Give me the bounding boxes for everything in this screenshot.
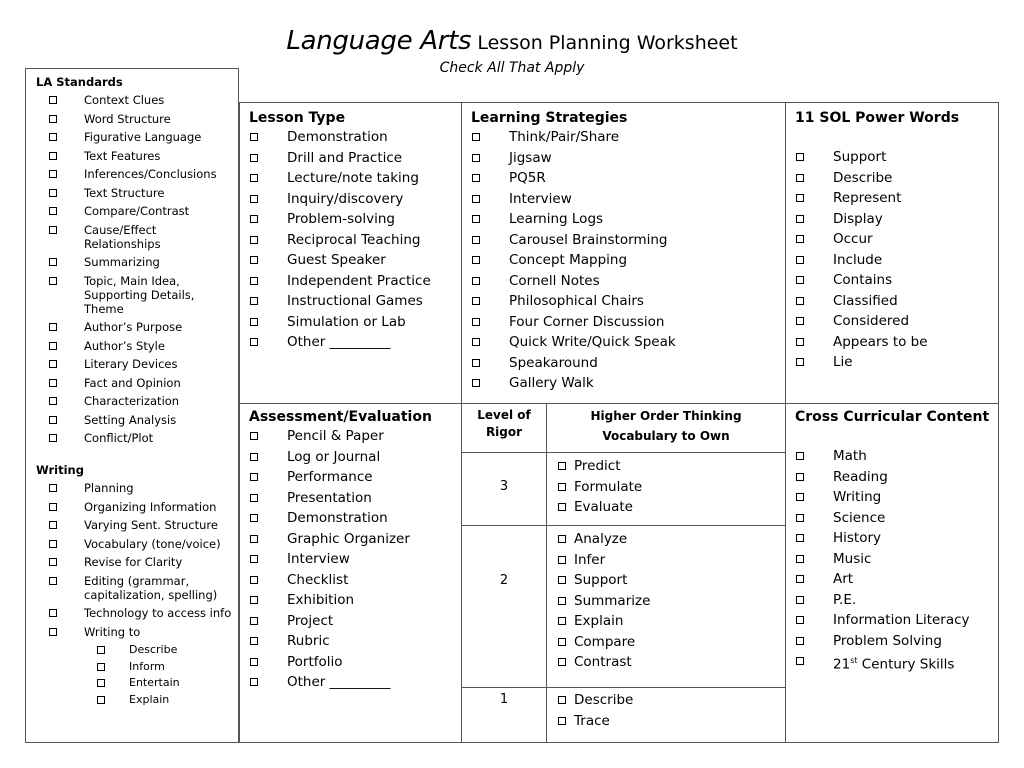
writing-item[interactable]: Revise for Clarity <box>36 555 238 569</box>
checkbox-icon[interactable] <box>49 379 57 387</box>
checkbox-icon[interactable] <box>49 323 57 331</box>
power-word-item[interactable]: Considered <box>795 311 995 332</box>
checkbox-icon[interactable] <box>796 256 804 264</box>
checkbox-icon[interactable] <box>49 577 57 585</box>
lesson-type-item[interactable]: Reciprocal Teaching <box>249 230 454 251</box>
checkbox-icon[interactable] <box>250 154 258 162</box>
hot-word-item[interactable]: Support <box>557 570 777 591</box>
writing-heading: Writing <box>36 463 84 477</box>
la-standard-item[interactable]: Inferences/Conclusions <box>36 167 238 181</box>
title-rest: Lesson Planning Worksheet <box>477 32 738 54</box>
checkbox-icon[interactable] <box>796 493 804 501</box>
checkbox-icon[interactable] <box>558 658 566 666</box>
rigor-3-words <box>557 456 777 518</box>
checkbox-icon[interactable] <box>558 483 566 491</box>
writing-item[interactable]: Editing (grammar, capitalization, spelling) <box>36 574 234 602</box>
assessment-item[interactable]: Checklist <box>249 570 454 591</box>
lesson-type-heading: Lesson Type <box>249 110 346 126</box>
rigor-level-2: 2 <box>499 573 509 588</box>
writing-item[interactable]: Technology to access info <box>36 606 238 620</box>
curricular-item[interactable]: Reading <box>795 467 995 488</box>
writing-item[interactable]: Writing to <box>36 625 238 639</box>
la-standard-item[interactable]: Context Clues <box>36 93 238 107</box>
assessment-item[interactable]: Other _________ <box>249 672 454 693</box>
curricular-item[interactable]: Music <box>795 549 995 570</box>
checkbox-icon[interactable] <box>49 521 57 529</box>
checkbox-icon[interactable] <box>558 556 566 564</box>
writing-item[interactable]: Varying Sent. Structure <box>36 518 238 532</box>
power-word-item[interactable]: Appears to be <box>795 332 995 353</box>
checkbox-icon[interactable] <box>49 258 57 266</box>
checkbox-icon[interactable] <box>558 717 566 725</box>
checkbox-icon[interactable] <box>472 379 480 387</box>
grid-divider <box>461 525 786 526</box>
la-standards-heading: LA Standards <box>36 75 123 89</box>
hot-word-item[interactable]: Predict <box>557 456 777 477</box>
checkbox-icon[interactable] <box>796 297 804 305</box>
checkbox-icon[interactable] <box>796 596 804 604</box>
checkbox-icon[interactable] <box>250 215 258 223</box>
lesson-type-item[interactable]: Lecture/note taking <box>249 168 454 189</box>
la-standard-item[interactable]: Word Structure <box>36 112 238 126</box>
checkbox-icon[interactable] <box>796 235 804 243</box>
checkbox-icon[interactable] <box>796 616 804 624</box>
strategy-item[interactable]: Speakaround <box>471 353 776 374</box>
checkbox-icon[interactable] <box>49 540 57 548</box>
writing-sub-item[interactable]: Entertain <box>36 676 238 689</box>
checkbox-icon[interactable] <box>796 452 804 460</box>
la-standard-item[interactable]: Conflict/Plot <box>36 431 238 445</box>
power-word-item[interactable]: Include <box>795 250 995 271</box>
lesson-type-item[interactable]: Problem-solving <box>249 209 454 230</box>
checkbox-icon[interactable] <box>796 555 804 563</box>
checkbox-icon[interactable] <box>796 575 804 583</box>
strategy-item[interactable]: Gallery Walk <box>471 373 776 394</box>
power-word-item[interactable]: Contains <box>795 270 995 291</box>
checkbox-icon[interactable] <box>250 576 258 584</box>
checkbox-icon[interactable] <box>49 397 57 405</box>
strategy-item[interactable]: Carousel Brainstorming <box>471 230 776 251</box>
lesson-type-item[interactable]: Instructional Games <box>249 291 454 312</box>
checkbox-icon[interactable] <box>796 317 804 325</box>
hot-word-item[interactable]: Analyze <box>557 529 777 550</box>
la-standard-item[interactable]: Fact and Opinion <box>36 376 238 390</box>
checkbox-icon[interactable] <box>250 453 258 461</box>
la-standard-item[interactable]: Characterization <box>36 394 238 408</box>
checkbox-icon[interactable] <box>472 359 480 367</box>
checkbox-icon[interactable] <box>558 503 566 511</box>
checkbox-icon[interactable] <box>49 170 57 178</box>
assessment-cell <box>249 408 454 693</box>
checkbox-icon[interactable] <box>49 416 57 424</box>
checkbox-icon[interactable] <box>250 318 258 326</box>
checkbox-icon[interactable] <box>796 637 804 645</box>
power-word-item[interactable]: Support <box>795 147 995 168</box>
curricular-item[interactable]: Information Literacy <box>795 610 995 631</box>
checkbox-icon[interactable] <box>250 236 258 244</box>
checkbox-icon[interactable] <box>250 195 258 203</box>
checkbox-icon[interactable] <box>49 115 57 123</box>
assessment-item[interactable]: Performance <box>249 467 454 488</box>
cross-curricular-cell <box>795 408 995 675</box>
checkbox-icon[interactable] <box>49 342 57 350</box>
checkbox-icon[interactable] <box>796 215 804 223</box>
learning-strategies-cell <box>471 109 776 394</box>
hot-word-item[interactable]: Compare <box>557 632 777 653</box>
strategy-item[interactable]: Concept Mapping <box>471 250 776 271</box>
checkbox-icon[interactable] <box>250 596 258 604</box>
checkbox-icon[interactable] <box>472 174 480 182</box>
strategy-item[interactable]: Interview <box>471 189 776 210</box>
assessment-item[interactable]: Portfolio <box>249 652 454 673</box>
checkbox-icon[interactable] <box>49 96 57 104</box>
strategy-item[interactable]: Learning Logs <box>471 209 776 230</box>
checkbox-icon[interactable] <box>472 133 480 141</box>
checkbox-icon[interactable] <box>250 637 258 645</box>
hot-word-item[interactable]: Infer <box>557 550 777 571</box>
checkbox-icon[interactable] <box>250 535 258 543</box>
power-word-item[interactable]: Classified <box>795 291 995 312</box>
assessment-item[interactable]: Graphic Organizer <box>249 529 454 550</box>
strategy-item[interactable]: Cornell Notes <box>471 271 776 292</box>
checkbox-icon[interactable] <box>49 207 57 215</box>
strategy-item[interactable]: Philosophical Chairs <box>471 291 776 312</box>
checkbox-icon[interactable] <box>558 617 566 625</box>
lesson-type-item[interactable]: Demonstration <box>249 127 454 148</box>
cross-curricular-list <box>795 446 995 675</box>
la-standard-item[interactable]: Literary Devices <box>36 357 238 371</box>
curricular-item[interactable]: 21st Century Skills <box>795 651 995 675</box>
level-of-rigor-heading: Level of Rigor <box>477 408 531 439</box>
checkbox-icon[interactable] <box>250 473 258 481</box>
checkbox-icon[interactable] <box>97 663 105 671</box>
sol-power-words-cell <box>795 109 995 373</box>
la-standards-list <box>36 93 238 445</box>
grid-divider <box>461 452 786 453</box>
checkbox-icon[interactable] <box>250 432 258 440</box>
checkbox-icon[interactable] <box>558 535 566 543</box>
grid-divider <box>785 102 786 743</box>
checkbox-icon[interactable] <box>250 174 258 182</box>
assessment-item[interactable]: Pencil & Paper <box>249 426 454 447</box>
checkbox-icon[interactable] <box>472 195 480 203</box>
checkbox-icon[interactable] <box>796 153 804 161</box>
assessment-item[interactable]: Interview <box>249 549 454 570</box>
checkbox-icon[interactable] <box>796 657 804 665</box>
curricular-item[interactable]: Problem Solving <box>795 631 995 652</box>
checkbox-icon[interactable] <box>49 189 57 197</box>
cross-curricular-heading: Cross Curricular Content <box>795 409 990 425</box>
checkbox-icon[interactable] <box>558 696 566 704</box>
checkbox-icon[interactable] <box>472 154 480 162</box>
curricular-item[interactable]: Writing <box>795 487 995 508</box>
sol-power-words-list <box>795 147 995 373</box>
lesson-type-cell <box>249 109 454 353</box>
la-standard-item[interactable]: Text Features <box>36 149 238 163</box>
checkbox-icon[interactable] <box>49 484 57 492</box>
power-word-item[interactable]: Display <box>795 209 995 230</box>
hot-word-item[interactable]: Describe <box>557 690 777 711</box>
grid-divider <box>461 687 786 688</box>
strategy-item[interactable]: Four Corner Discussion <box>471 312 776 333</box>
checkbox-icon[interactable] <box>558 638 566 646</box>
checkbox-icon[interactable] <box>472 297 480 305</box>
assessment-item[interactable]: Log or Journal <box>249 447 454 468</box>
writing-item[interactable]: Organizing Information <box>36 500 238 514</box>
checkbox-icon[interactable] <box>796 473 804 481</box>
writing-item[interactable]: Vocabulary (tone/voice) <box>36 537 238 551</box>
worksheet-subtitle: Check All That Apply <box>439 60 585 76</box>
la-standard-item[interactable]: Author’s Purpose <box>36 320 238 334</box>
assessment-item[interactable]: Demonstration <box>249 508 454 529</box>
writing-to-sublist <box>36 643 238 706</box>
strategy-item[interactable]: PQ5R <box>471 168 776 189</box>
checkbox-icon[interactable] <box>796 174 804 182</box>
checkbox-icon[interactable] <box>472 236 480 244</box>
power-word-item[interactable]: Describe <box>795 168 995 189</box>
checkbox-icon[interactable] <box>796 534 804 542</box>
lesson-type-item[interactable]: Drill and Practice <box>249 148 454 169</box>
worksheet-title <box>0 26 1024 58</box>
rigor-level-1: 1 <box>499 692 509 707</box>
assessment-item[interactable]: Rubric <box>249 631 454 652</box>
writing-list <box>36 481 238 639</box>
la-standard-item[interactable]: Cause/Effect Relationships <box>36 223 184 251</box>
checkbox-icon[interactable] <box>49 609 57 617</box>
assessment-item[interactable]: Exhibition <box>249 590 454 611</box>
strategy-item[interactable]: Quick Write/Quick Speak <box>471 332 776 353</box>
lesson-type-list <box>249 127 454 353</box>
curricular-item[interactable]: Science <box>795 508 995 529</box>
hot-word-item[interactable]: Trace <box>557 711 777 732</box>
hot-word-item[interactable]: Summarize <box>557 591 777 612</box>
checkbox-icon[interactable] <box>250 297 258 305</box>
lesson-type-item[interactable]: Guest Speaker <box>249 250 454 271</box>
la-standards-panel <box>25 68 239 743</box>
checkbox-icon[interactable] <box>796 358 804 366</box>
power-word-item[interactable]: Lie <box>795 352 995 373</box>
checkbox-icon[interactable] <box>250 256 258 264</box>
sol-power-words-heading: 11 SOL Power Words <box>795 110 960 126</box>
grid-divider <box>546 403 547 743</box>
writing-sub-item[interactable]: Inform <box>36 660 238 673</box>
checkbox-icon[interactable] <box>250 678 258 686</box>
curricular-item[interactable]: Math <box>795 446 995 467</box>
checkbox-icon[interactable] <box>250 514 258 522</box>
checkbox-icon[interactable] <box>250 133 258 141</box>
checkbox-icon[interactable] <box>472 256 480 264</box>
writing-sub-item[interactable]: Describe <box>36 643 238 656</box>
la-standard-item[interactable]: Topic, Main Idea, Supporting Details, Theme <box>36 274 214 316</box>
checkbox-icon[interactable] <box>250 555 258 563</box>
hot-word-item[interactable]: Formulate <box>557 477 777 498</box>
checkbox-icon[interactable] <box>49 628 57 636</box>
la-standard-item[interactable]: Author’s Style <box>36 339 238 353</box>
la-standard-item[interactable]: Figurative Language <box>36 130 238 144</box>
lesson-type-item[interactable]: Independent Practice <box>249 271 454 292</box>
assessment-list <box>249 426 454 693</box>
checkbox-icon[interactable] <box>558 597 566 605</box>
checkbox-icon[interactable] <box>250 617 258 625</box>
la-standard-item[interactable]: Text Structure <box>36 186 238 200</box>
checkbox-icon[interactable] <box>472 277 480 285</box>
assessment-item[interactable]: Project <box>249 611 454 632</box>
checkbox-icon[interactable] <box>49 434 57 442</box>
checkbox-icon[interactable] <box>49 226 57 234</box>
lesson-type-item[interactable]: Simulation or Lab <box>249 312 454 333</box>
checkbox-icon[interactable] <box>97 646 105 654</box>
checkbox-icon[interactable] <box>49 503 57 511</box>
checkbox-icon[interactable] <box>250 338 258 346</box>
hot-word-item[interactable]: Evaluate <box>557 497 777 518</box>
curricular-item[interactable]: P.E. <box>795 590 995 611</box>
checkbox-icon[interactable] <box>49 558 57 566</box>
power-word-item[interactable]: Occur <box>795 229 995 250</box>
checkbox-icon[interactable] <box>796 514 804 522</box>
checkbox-icon[interactable] <box>796 194 804 202</box>
hot-word-item[interactable]: Contrast <box>557 652 777 673</box>
checkbox-icon[interactable] <box>472 318 480 326</box>
curricular-item[interactable]: Art <box>795 569 995 590</box>
checkbox-icon[interactable] <box>97 696 105 704</box>
learning-strategies-list <box>471 127 776 394</box>
assessment-heading: Assessment/Evaluation <box>249 409 432 425</box>
learning-strategies-heading: Learning Strategies <box>471 110 628 126</box>
la-standard-item[interactable]: Compare/Contrast <box>36 204 238 218</box>
checkbox-icon[interactable] <box>796 276 804 284</box>
la-standard-item[interactable]: Summarizing <box>36 255 238 269</box>
checkbox-icon[interactable] <box>250 277 258 285</box>
checkbox-icon[interactable] <box>558 576 566 584</box>
checkbox-icon[interactable] <box>472 338 480 346</box>
rigor-2-words <box>557 529 777 673</box>
strategy-item[interactable]: Think/Pair/Share <box>471 127 776 148</box>
writing-item[interactable]: Planning <box>36 481 238 495</box>
checkbox-icon[interactable] <box>49 360 57 368</box>
checkbox-icon[interactable] <box>250 658 258 666</box>
rigor-1-words <box>557 690 777 731</box>
lesson-type-item[interactable]: Inquiry/discovery <box>249 189 454 210</box>
hot-vocab-heading: Higher Order Thinking Vocabulary to Own <box>590 409 742 443</box>
checkbox-icon[interactable] <box>472 215 480 223</box>
assessment-item[interactable]: Presentation <box>249 488 454 509</box>
lesson-type-item[interactable]: Other _________ <box>249 332 454 353</box>
rigor-level-3: 3 <box>499 479 509 494</box>
checkbox-icon[interactable] <box>250 494 258 502</box>
grid-divider <box>239 403 999 404</box>
checkbox-icon[interactable] <box>558 462 566 470</box>
hot-word-item[interactable]: Explain <box>557 611 777 632</box>
power-word-item[interactable]: Represent <box>795 188 995 209</box>
la-standard-item[interactable]: Setting Analysis <box>36 413 238 427</box>
checkbox-icon[interactable] <box>49 277 57 285</box>
writing-sub-item[interactable]: Explain <box>36 693 238 706</box>
checkbox-icon[interactable] <box>796 338 804 346</box>
curricular-item[interactable]: History <box>795 528 995 549</box>
checkbox-icon[interactable] <box>49 133 57 141</box>
title-main: Language Arts <box>286 26 472 56</box>
strategy-item[interactable]: Jigsaw <box>471 148 776 169</box>
checkbox-icon[interactable] <box>97 679 105 687</box>
checkbox-icon[interactable] <box>49 152 57 160</box>
